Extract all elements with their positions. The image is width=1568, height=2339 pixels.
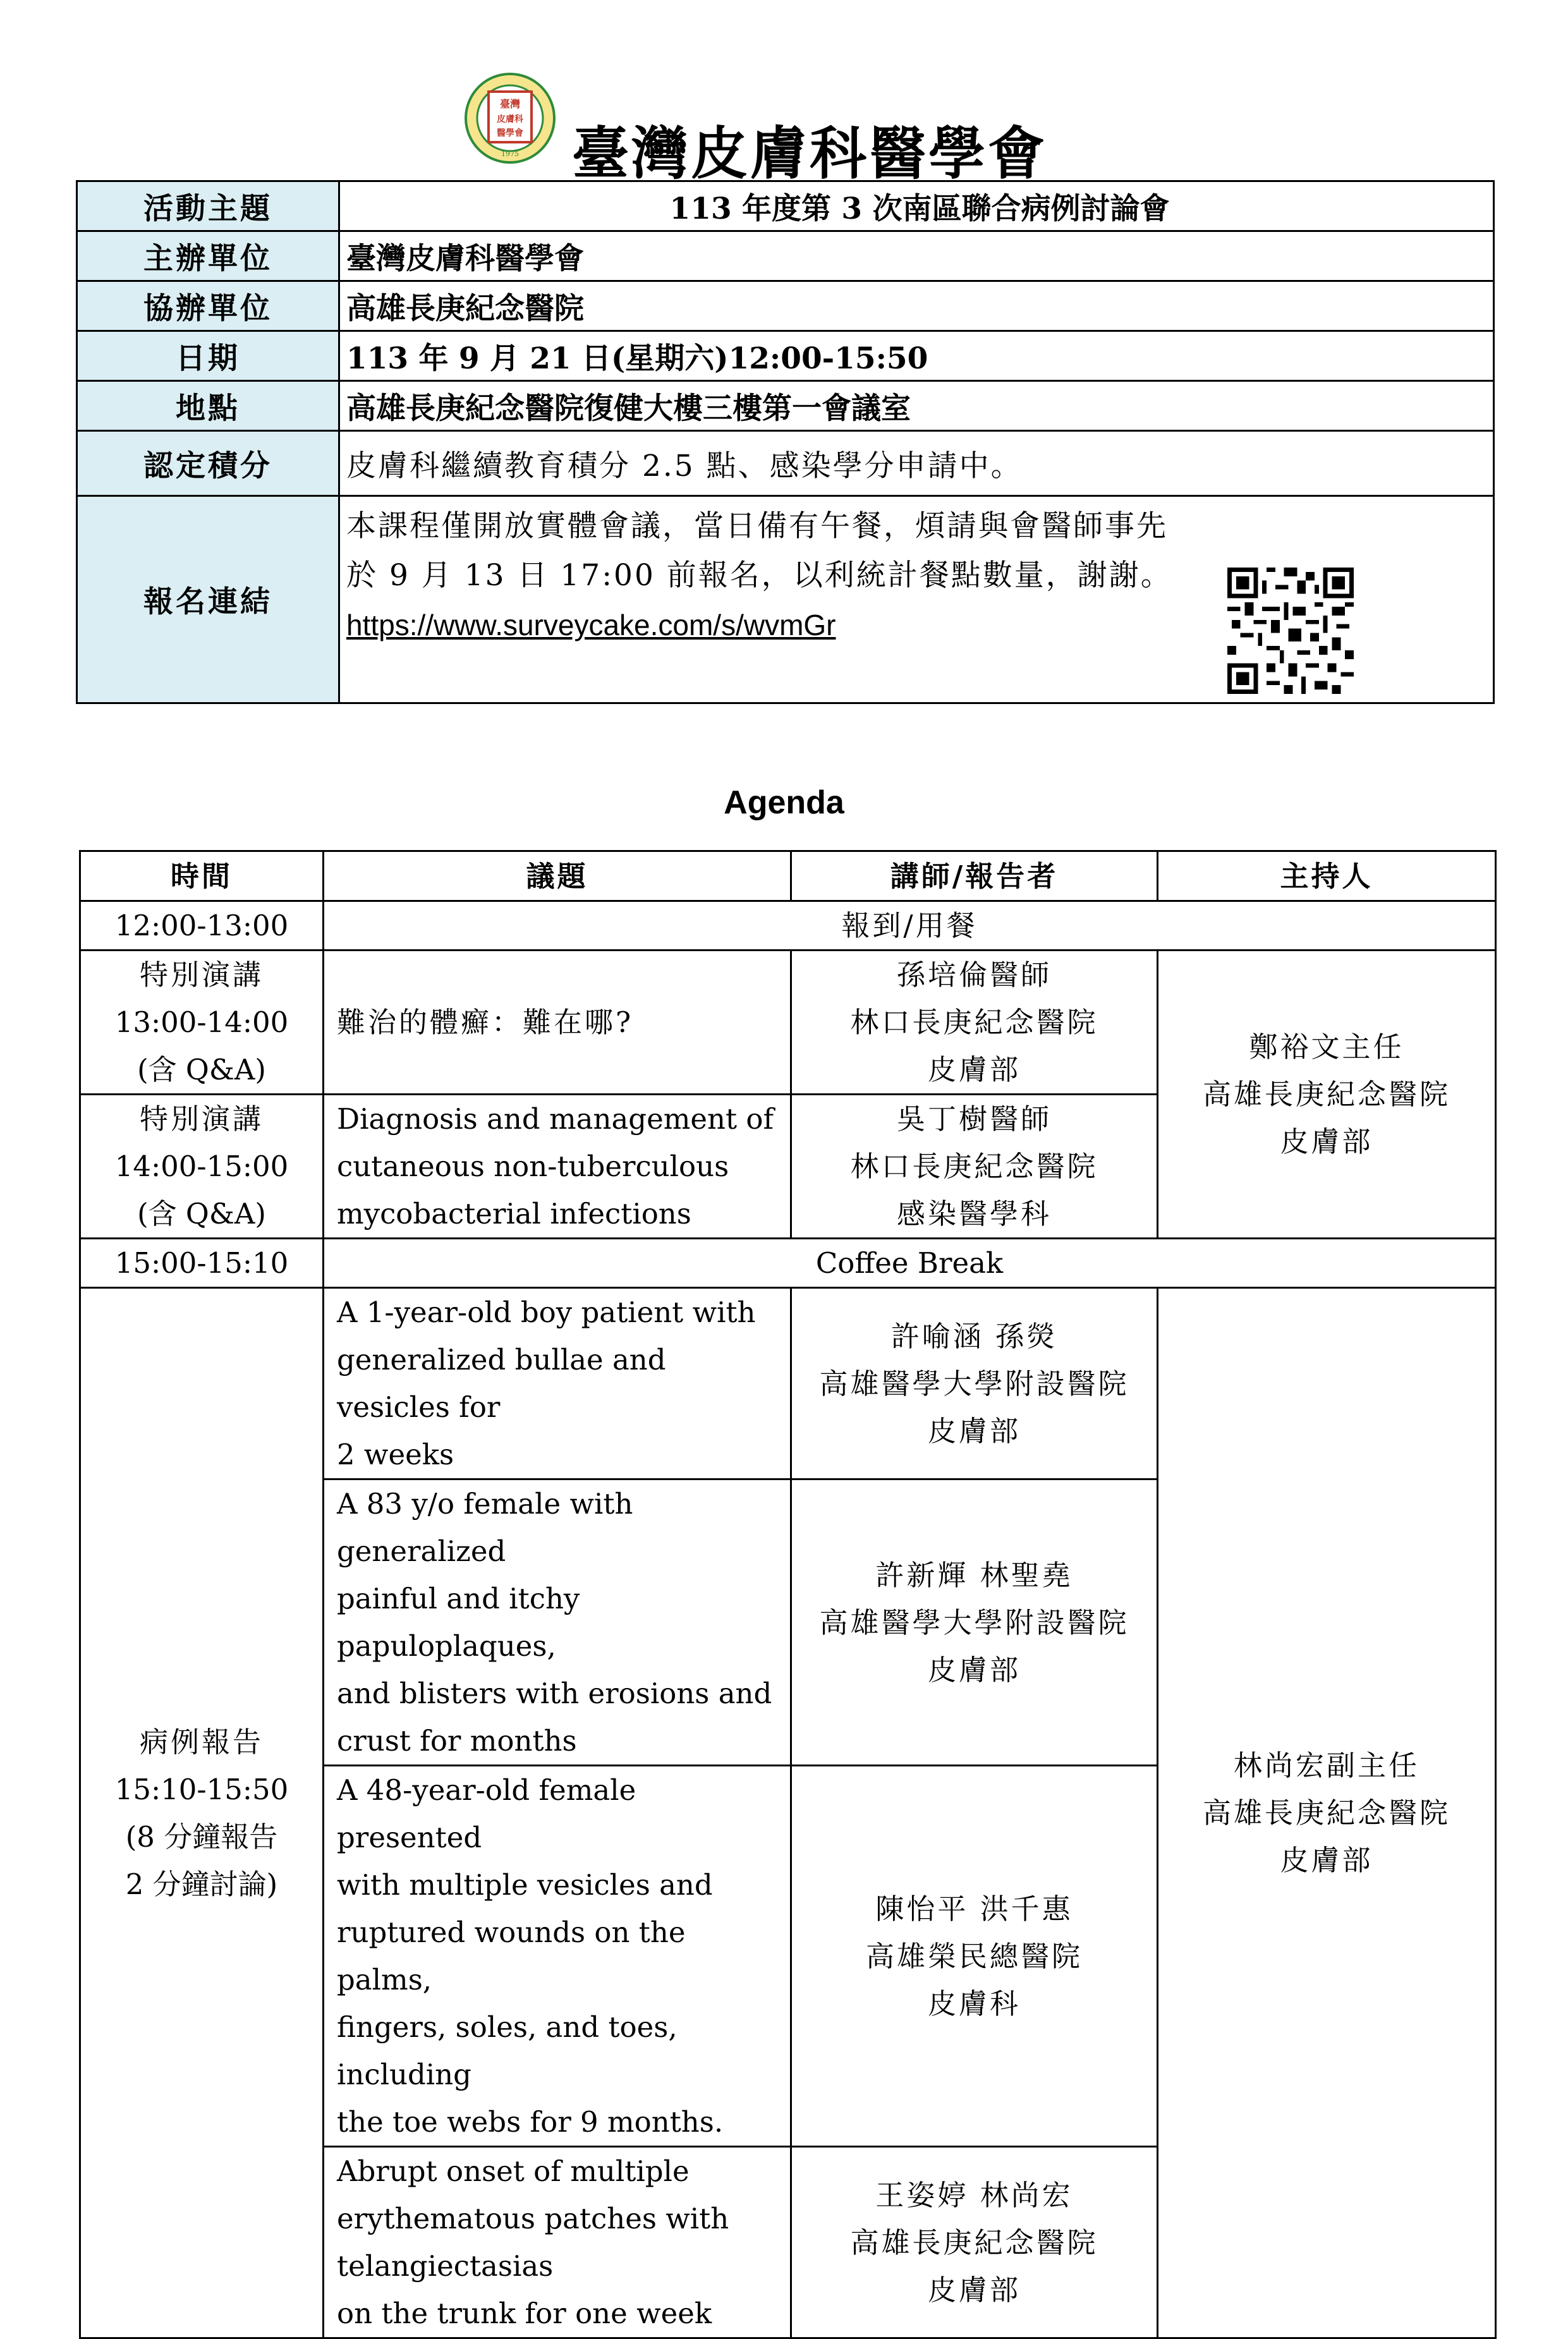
table-row <box>80 951 1496 1095</box>
speaker-name: 吳丁樹醫師 <box>896 1102 1052 1136</box>
agenda-table <box>79 850 1497 2339</box>
speaker-dept: 皮膚部 <box>927 2273 1021 2307</box>
co-host-value: 高雄長庚紀念醫院 <box>339 281 1494 331</box>
table-row <box>80 1288 1496 1479</box>
header-moderator: 主持人 <box>1158 851 1496 901</box>
topic-line: Abrupt onset of multiple <box>337 2154 690 2188</box>
agenda-title: Agenda <box>724 784 844 821</box>
registration-label: 報名連結 <box>77 496 339 703</box>
topic-line: A 48-year-old female presented <box>337 1773 636 1854</box>
speaker-cell <box>791 1095 1158 1239</box>
topic-cell <box>324 1288 791 1479</box>
svg-text:1975: 1975 <box>501 150 519 158</box>
speaker-name: 許新輝 林聖堯 <box>875 1558 1073 1592</box>
place-value: 高雄長庚紀念醫院復健大樓三樓第一會議室 <box>339 381 1494 431</box>
session-format: 2 分鐘討論) <box>125 1867 278 1901</box>
header-topic: 議題 <box>324 851 791 901</box>
topic-line: generalized bullae and vesicles for <box>337 1343 666 1424</box>
session-type: 特別演講 <box>139 958 264 992</box>
time-cell <box>80 951 324 1095</box>
topic-line: on the trunk for one week <box>337 2297 712 2330</box>
qr-code-icon[interactable] <box>1227 568 1354 694</box>
host-value: 臺灣皮膚科醫學會 <box>339 231 1494 281</box>
speaker-dept: 皮膚部 <box>927 1053 1021 1086</box>
table-row <box>80 1239 1496 1288</box>
info-row-topic <box>77 181 1494 231</box>
agenda-header-row <box>80 851 1496 901</box>
speaker-name: 許喻涵 孫熒 <box>890 1319 1058 1353</box>
topic-line: mycobacterial infections <box>337 1197 691 1230</box>
topic-line: Diagnosis and management of <box>337 1102 774 1136</box>
registration-lunch-cell: 報到/用餐 <box>324 901 1496 951</box>
speaker-cell <box>791 951 1158 1095</box>
info-row-date <box>77 331 1494 381</box>
header-time: 時間 <box>80 851 324 901</box>
info-row-place <box>77 381 1494 431</box>
speaker-cell <box>791 1766 1158 2147</box>
topic-line: the toe webs for 9 months. <box>337 2105 724 2139</box>
topic-cell <box>324 1095 791 1239</box>
session-time: 14:00-15:00 <box>114 1150 289 1183</box>
speaker-dept: 感染醫學科 <box>896 1197 1052 1230</box>
topic-line: and blisters with erosions and <box>337 1677 772 1710</box>
registration-note-line1: 本課程僅開放實體會議，當日備有午餐，煩請與會醫師事先 <box>346 509 1168 544</box>
date-value: 113 年 9 月 21 日(星期六)12:00-15:50 <box>339 331 1494 381</box>
topic-cell <box>324 1479 791 1766</box>
speaker-dept: 皮膚部 <box>927 1414 1021 1448</box>
speaker-hospital: 高雄長庚紀念醫院 <box>850 2225 1098 2259</box>
info-row-host <box>77 231 1494 281</box>
case-report-time-cell <box>80 1288 324 2338</box>
credit-label: 認定積分 <box>77 431 339 496</box>
session-qa: (含 Q&A) <box>137 1053 266 1086</box>
page-header <box>0 0 1568 190</box>
place-label: 地點 <box>77 381 339 431</box>
moderator-name: 鄭裕文主任 <box>1249 1030 1404 1064</box>
co-host-label: 協辦單位 <box>77 281 339 331</box>
registration-note-line2: 於 9 月 13 日 17:00 前報名，以利統計餐點數量，謝謝。 <box>346 558 1172 593</box>
topic-line: A 1-year-old boy patient with <box>337 1296 756 1329</box>
speaker-name: 孫培倫醫師 <box>896 958 1052 992</box>
speaker-hospital: 林口長庚紀念醫院 <box>850 1005 1098 1039</box>
topic-label: 活動主題 <box>77 181 339 231</box>
speaker-hospital: 林口長庚紀念醫院 <box>850 1150 1098 1183</box>
speaker-hospital: 高雄醫學大學附設醫院 <box>819 1366 1129 1400</box>
topic-line: crust for months <box>337 1724 577 1758</box>
header-speaker: 講師/報告者 <box>791 851 1158 901</box>
date-label: 日期 <box>77 331 339 381</box>
speaker-name: 王姿婷 林尚宏 <box>875 2178 1073 2212</box>
table-row <box>80 901 1496 951</box>
moderator-cell <box>1158 951 1496 1239</box>
info-row-credit <box>77 431 1494 496</box>
topic-value: 113 年度第 3 次南區聯合病例討論會 <box>339 181 1494 231</box>
speaker-cell <box>791 1288 1158 1479</box>
topic-line: cutaneous non-tuberculous <box>337 1150 729 1183</box>
session-type: 特別演講 <box>139 1102 264 1136</box>
session-time: 15:10-15:50 <box>114 1772 289 1806</box>
topic-line: erythematous patches with <box>337 2202 729 2235</box>
speaker-hospital: 高雄醫學大學附設醫院 <box>819 1605 1129 1639</box>
session-type: 病例報告 <box>139 1725 264 1759</box>
moderator-cell <box>1158 1288 1496 2338</box>
topic-line: with multiple vesicles and <box>337 1868 713 1902</box>
time-cell <box>80 1095 324 1239</box>
topic-line: 2 weeks <box>337 1438 454 1471</box>
svg-text:皮膚科: 皮膚科 <box>497 114 523 125</box>
time-cell: 15:00-15:10 <box>80 1239 324 1288</box>
speaker-name: 陳怡平 洪千惠 <box>875 1892 1073 1926</box>
moderator-hospital: 高雄長庚紀念醫院 <box>1202 1796 1450 1830</box>
session-time: 13:00-14:00 <box>114 1005 289 1039</box>
info-row-co-host <box>77 281 1494 331</box>
host-label: 主辦單位 <box>77 231 339 281</box>
speaker-cell <box>791 2147 1158 2338</box>
svg-text:醫學會: 醫學會 <box>497 128 523 138</box>
time-cell: 12:00-13:00 <box>80 901 324 951</box>
moderator-dept: 皮膚部 <box>1280 1844 1373 1877</box>
session-format: (8 分鐘報告 <box>125 1820 278 1854</box>
organization-title: 臺灣皮膚科醫學會 <box>572 120 1047 187</box>
topic-cell: 難治的體癬：難在哪? <box>324 951 791 1095</box>
registration-text <box>346 502 1172 650</box>
topic-line: telangiectasias <box>337 2249 554 2283</box>
topic-line: painful and itchy papuloplaques, <box>337 1582 580 1663</box>
speaker-dept: 皮膚科 <box>927 1986 1021 2020</box>
coffee-break-cell: Coffee Break <box>324 1239 1496 1288</box>
topic-cell <box>324 2147 791 2338</box>
speaker-cell <box>791 1479 1158 1766</box>
speaker-dept: 皮膚部 <box>927 1653 1021 1687</box>
svg-text:臺灣: 臺灣 <box>499 98 521 110</box>
moderator-hospital: 高雄長庚紀念醫院 <box>1202 1078 1450 1111</box>
association-logo <box>465 73 556 164</box>
session-qa: (含 Q&A) <box>137 1197 266 1230</box>
topic-cell <box>324 1766 791 2147</box>
speaker-hospital: 高雄榮民總醫院 <box>865 1939 1083 1973</box>
moderator-name: 林尚宏副主任 <box>1233 1749 1419 1782</box>
topic-line: A 83 y/o female with generalized <box>337 1487 633 1568</box>
registration-link[interactable]: https://www.surveycake.com/s/wvmGr <box>346 609 836 641</box>
moderator-dept: 皮膚部 <box>1280 1125 1373 1158</box>
credit-value: 皮膚科繼續教育積分 2.5 點、感染學分申請中。 <box>339 431 1494 496</box>
topic-line: ruptured wounds on the palms, <box>337 1916 686 1996</box>
topic-line: fingers, soles, and toes, including <box>337 2010 678 2091</box>
